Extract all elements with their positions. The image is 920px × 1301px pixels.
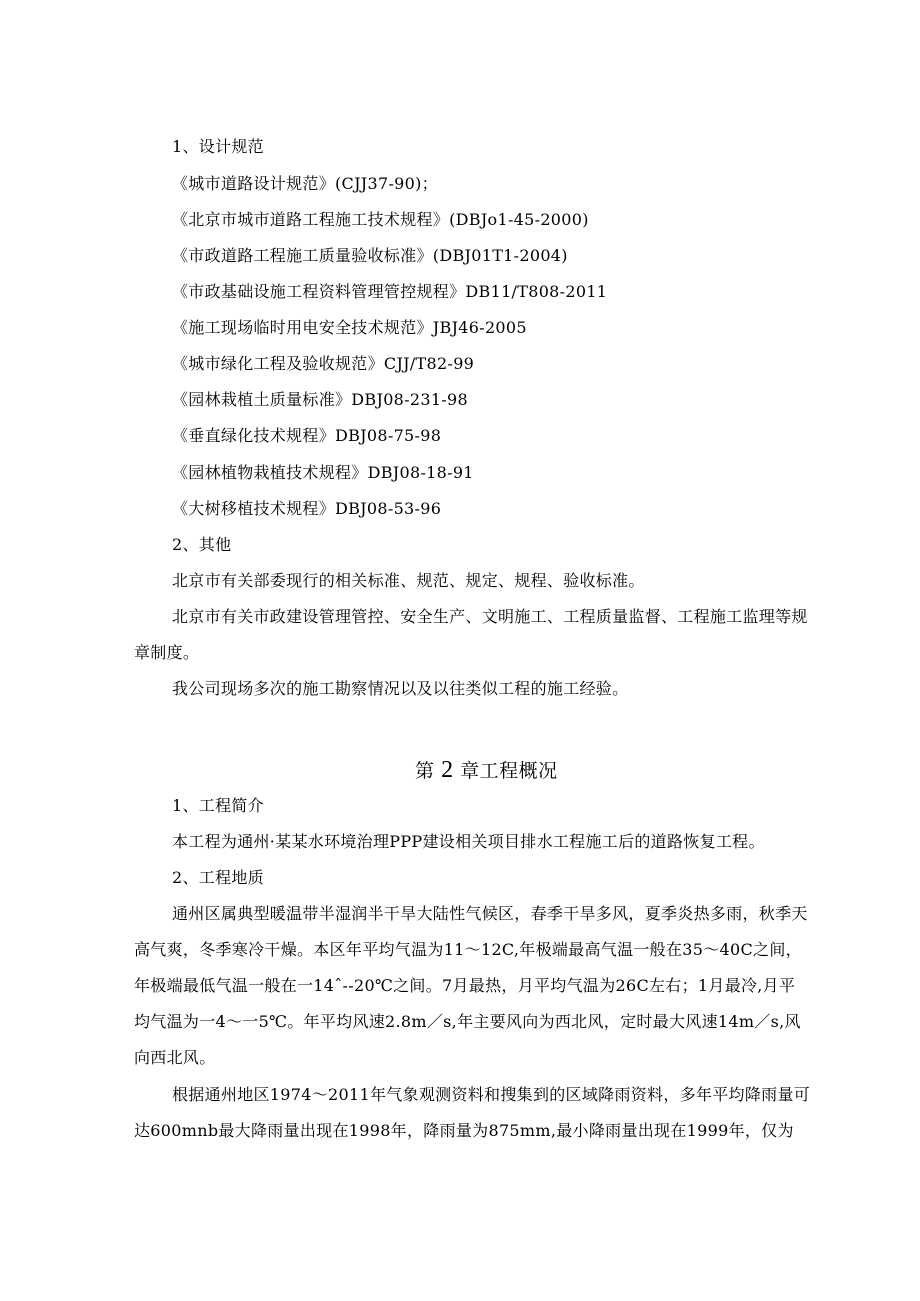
paragraph: 本工程为通州·某某水环境治理PPP建设相关项目排水工程施工后的道路恢复工程。 <box>172 832 765 851</box>
climate-paragraph-line: 通州区属典型暖温带半湿润半干旱大陆性气候区，春季干旱多风，夏季炎热多雨，秋季天 <box>172 904 808 923</box>
rainfall-paragraph-line: 根据通州地区1974～2011年气象观测资料和搜集到的区域降雨资料，多年平均降雨量可 <box>172 1085 811 1104</box>
rainfall-paragraph-line: 达600mnb最大降雨量出现在1998年，降雨量为875mm,最小降雨量出现在1999年，仅为 <box>134 1121 794 1140</box>
standard-item: 《城市道路设计规范》(CJJ37-90)； <box>172 174 438 193</box>
paragraph: 北京市有关市政建设管理管控、安全生产、文明施工、工程质量监督、工程施工监理等规 <box>172 607 808 626</box>
section-heading-other: 2、其他 <box>172 535 232 554</box>
paragraph: 北京市有关部委现行的相关标准、规范、规定、规程、验收标准。 <box>172 571 645 590</box>
standard-item: 《城市绿化工程及验收规范》CJJ/T82-99 <box>172 354 475 373</box>
climate-paragraph-line: 均气温为一4～一5℃。年平均风速2.8m／s,年主要风向为西北风，定时最大风速14m／s,风 <box>134 1012 801 1031</box>
climate-paragraph-line: 年极端最低气温一般在一14ˆ--20℃之间。7月最热，月平均气温为26C左右；1月最冷,月平 <box>134 976 796 995</box>
chapter-title-prefix: 第 <box>415 760 435 782</box>
standard-item: 《市政道路工程施工质量验收标准》(DBJ01T1-2004) <box>172 246 568 265</box>
paragraph: 我公司现场多次的施工勘察情况以及以往类似工程的施工经验。 <box>172 679 629 698</box>
section-heading-project-overview: 1、工程简介 <box>172 796 264 815</box>
chapter-title <box>415 758 558 783</box>
standard-item: 《大树移植技术规程》DBJ08-53-96 <box>172 499 442 518</box>
standard-item: 《垂直绿化技术规程》DBJ08-75-98 <box>172 426 442 445</box>
section-heading-geology: 2、工程地质 <box>172 868 264 887</box>
climate-paragraph-line: 向西北风。 <box>134 1048 216 1067</box>
standard-item: 《北京市城市道路工程施工技术规程》(DBJo1-45-2000) <box>172 210 589 229</box>
chapter-title-suffix: 章工程概况 <box>460 760 558 782</box>
paragraph-continuation: 章制度。 <box>134 643 200 662</box>
standard-item: 《施工现场临时用电安全技术规范》JBJ46-2005 <box>172 318 527 337</box>
standard-item: 《园林植物栽植技术规程》DBJ08-18-91 <box>172 463 474 482</box>
chapter-number: 2 <box>441 757 454 783</box>
climate-paragraph-line: 高气爽，冬季寒冷干燥。本区年平均气温为11～12C,年极端最高气温一般在35～40C之间， <box>134 940 802 959</box>
standard-item: 《市政基础设施工程资料管理管控规程》DB11/T808-2011 <box>172 282 608 301</box>
standard-item: 《园林栽植土质量标准》DBJ08-231-98 <box>172 390 468 409</box>
section-heading-design-standards: 1、设计规范 <box>172 137 264 156</box>
